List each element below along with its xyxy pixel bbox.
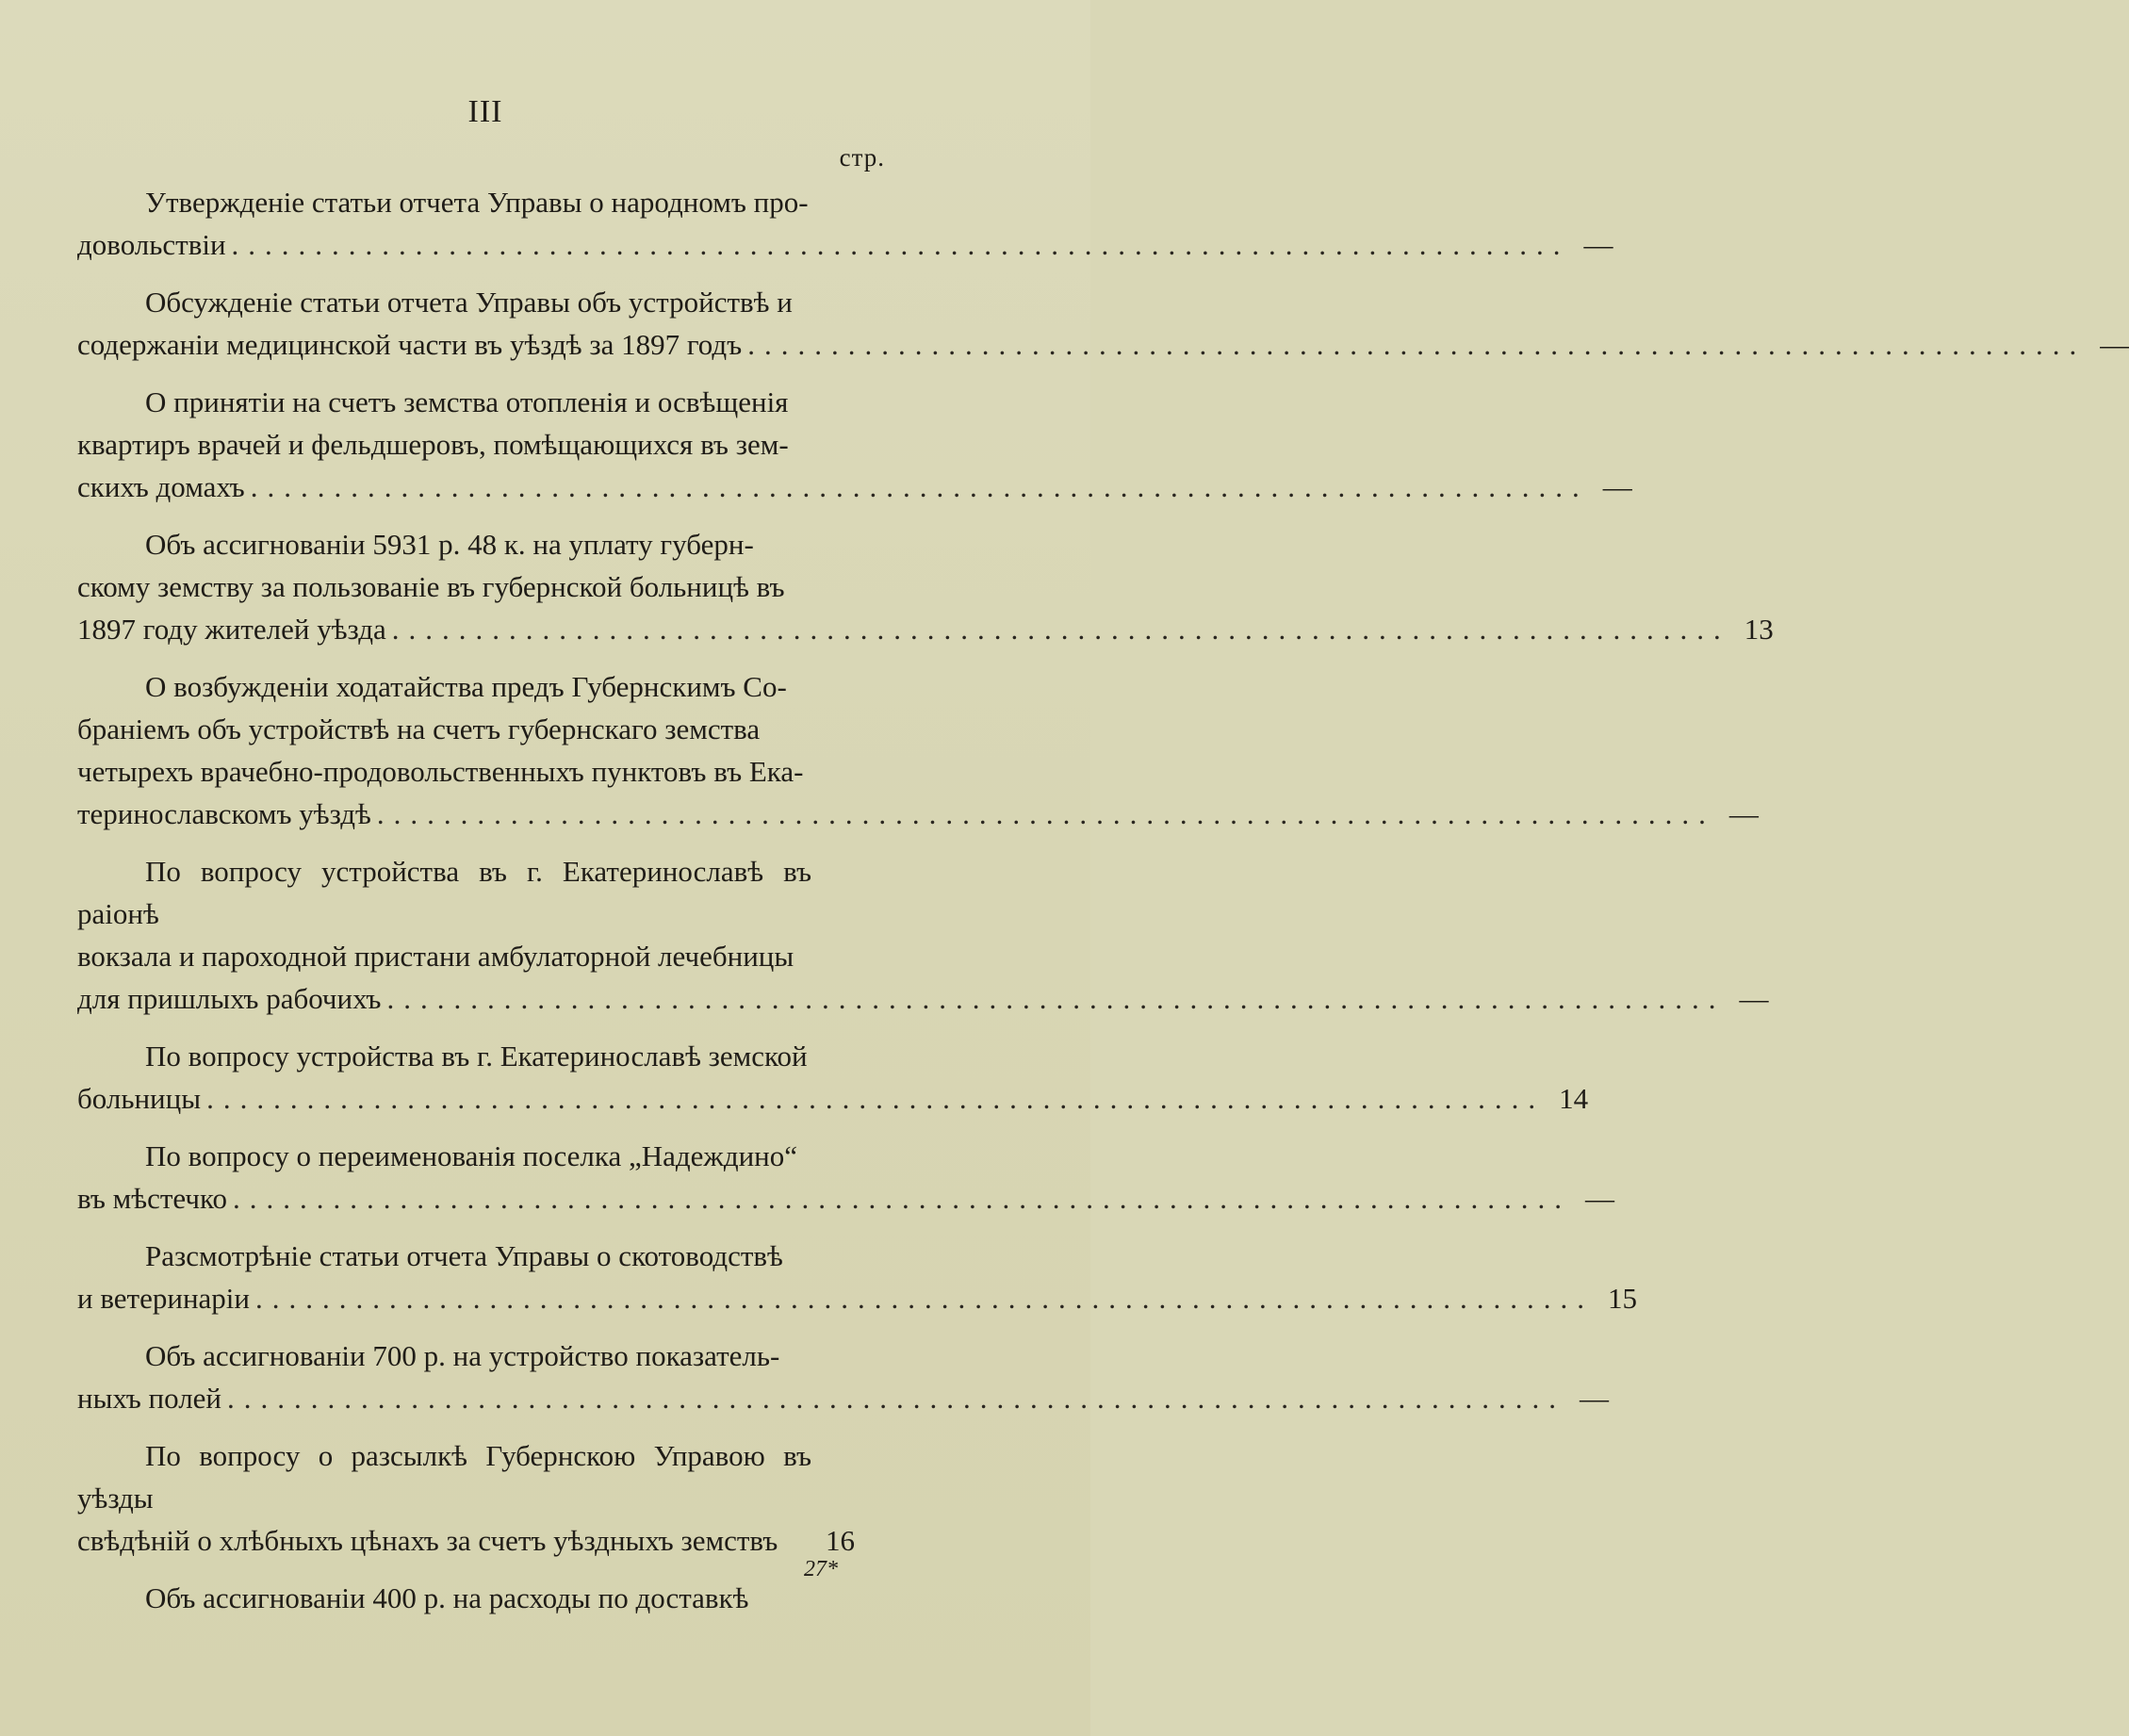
toc-entry xyxy=(77,1135,1614,1220)
toc-entry-line: 1897 году жителей уѣзда xyxy=(77,613,386,646)
toc-entry-last-line xyxy=(77,1519,855,1562)
toc-entry xyxy=(77,1577,855,1619)
table-of-contents xyxy=(77,181,2129,1619)
toc-entry-line: больницы xyxy=(77,1082,202,1115)
toc-entry-line: свѣдѣній о хлѣбныхъ цѣнахъ за счетъ уѣздныхъ земствъ xyxy=(77,1524,778,1557)
toc-page-number: 13 xyxy=(1744,613,1774,646)
toc-entry xyxy=(77,665,1759,835)
toc-entry xyxy=(77,1335,1610,1419)
dot-leader: ................................................................................ xyxy=(206,1082,1546,1115)
page-column-label: стр. xyxy=(839,143,885,172)
toc-entry-line: По вопросу о разсылкѣ Губернскою Управою въ уѣзды xyxy=(77,1439,811,1515)
toc-entry-last-line xyxy=(77,793,1759,835)
dot-leader: ................................................................................ xyxy=(391,613,1730,646)
dot-leader: ................................................................................ xyxy=(376,797,1715,830)
toc-entry-line: вокзала и пароходной пристани амбулаторной лечебницы xyxy=(77,940,794,973)
toc-entry-last-line xyxy=(77,223,1613,266)
toc-entry-last-line xyxy=(77,1377,1610,1419)
toc-entry-line: Объ ассигнованіи 700 р. на устройство показатель- xyxy=(145,1339,780,1372)
toc-entry-line: По вопросу устройства въ г. Екатеринославѣ въ раіонѣ xyxy=(77,855,811,930)
toc-entry-last-line xyxy=(77,608,1774,650)
toc-entry-line: скихъ домахъ xyxy=(77,470,245,503)
toc-entry-last-line xyxy=(77,323,2129,366)
signature-mark: 27* xyxy=(804,1557,838,1581)
dot-leader: ................................................................................ xyxy=(250,470,1589,503)
toc-entry-line: содержаніи медицинской части въ уѣздѣ за 1897 годъ xyxy=(77,328,743,361)
toc-entry xyxy=(77,523,1774,650)
toc-entry-line: ныхъ полей xyxy=(77,1382,222,1415)
toc-entry-line: По вопросу о переименованія поселка „Надеждино“ xyxy=(145,1139,798,1172)
toc-entry-line: квартиръ врачей и фельдшеровъ, помѣщающихся въ зем- xyxy=(77,428,789,461)
toc-page-number: — xyxy=(1584,1182,1614,1215)
toc-entry-line: Утвержденіе статьи отчета Управы о народномъ про- xyxy=(145,186,809,219)
toc-entry xyxy=(77,181,1613,266)
toc-page-number: — xyxy=(1580,1382,1610,1415)
toc-entry-line: О возбужденіи ходатайства предъ Губернскимъ Со- xyxy=(145,670,787,703)
toc-entry xyxy=(77,281,2129,366)
toc-page-number: 14 xyxy=(1559,1082,1589,1115)
toc-page-number: — xyxy=(2100,328,2129,361)
toc-entry-line: и ветеринаріи xyxy=(77,1282,251,1315)
toc-page-number: 16 xyxy=(826,1524,855,1557)
toc-entry-last-line xyxy=(77,1177,1614,1220)
toc-entry-line: въ мѣстечко xyxy=(77,1182,227,1215)
dot-leader: ................................................................................ xyxy=(747,328,2087,361)
toc-entry-line: О принятіи на счетъ земства отопленія и освѣщенія xyxy=(145,385,789,418)
page-roman-numeral: III xyxy=(467,94,503,129)
toc-entry-last-line xyxy=(77,1077,1589,1120)
dot-leader: ................................................................................ xyxy=(227,1382,1566,1415)
toc-page-number: — xyxy=(1728,797,1759,830)
toc-entry-line: Обсужденіе статьи отчета Управы объ устройствѣ и xyxy=(145,286,793,319)
toc-entry-line: Объ ассигнованіи 5931 р. 48 к. на уплату губерн- xyxy=(145,528,754,561)
toc-entry xyxy=(77,1235,1638,1319)
toc-entry xyxy=(77,381,1632,508)
dot-leader: ................................................................................ xyxy=(231,228,1570,261)
toc-page-number: — xyxy=(1583,228,1613,261)
toc-entry-line: Разсмотрѣніе статьи отчета Управы о скотоводствѣ xyxy=(145,1239,783,1272)
dot-leader: ................................................................................ xyxy=(386,982,1726,1015)
toc-entry-last-line xyxy=(77,977,1769,1020)
toc-entry-line: По вопросу устройства въ г. Екатеринославѣ земской xyxy=(145,1040,808,1073)
toc-page-number: 15 xyxy=(1608,1282,1638,1315)
toc-entry-line: Объ ассигнованіи 400 р. на расходы по доставкѣ xyxy=(145,1581,749,1614)
dot-leader: ................................................................................ xyxy=(232,1182,1571,1215)
toc-page-number: — xyxy=(1739,982,1769,1015)
toc-entry-line: скому земству за пользованіе въ губернской больницѣ въ xyxy=(77,570,785,603)
toc-entry xyxy=(77,850,1769,1020)
toc-page-number: — xyxy=(1602,470,1632,503)
toc-entry-last-line xyxy=(77,1277,1638,1319)
toc-entry-line: довольствіи xyxy=(77,228,226,261)
toc-entry-line: для пришлыхъ рабочихъ xyxy=(77,982,382,1015)
toc-entry xyxy=(77,1434,855,1562)
toc-entry-last-line xyxy=(77,466,1632,508)
toc-entry-line: браніемъ объ устройствѣ на счетъ губернскаго земства xyxy=(77,712,761,745)
dot-leader: ................................................................................ xyxy=(255,1282,1595,1315)
toc-entry xyxy=(77,1035,1589,1120)
toc-entry-line: теринославскомъ уѣздѣ xyxy=(77,797,371,830)
toc-entry-line: четырехъ врачебно-продовольственныхъ пунктовъ въ Ека- xyxy=(77,755,804,788)
